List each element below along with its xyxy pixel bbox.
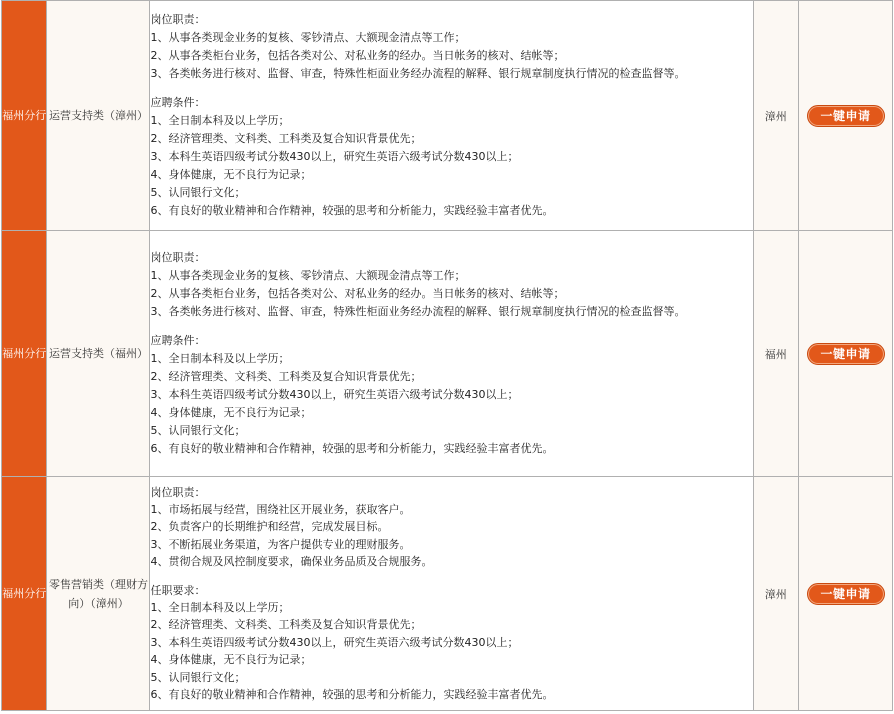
list-item: 2、负责客户的长期维护和经营，完成发展目标。 [150,520,389,534]
section-title: 岗位职责： [150,13,206,26]
list-item: 5、认同银行文化； [150,670,246,684]
category-cell: 零售营销类（理财方向）（漳州） [47,477,150,711]
list-item: 4、贯彻合规及风控制度要求，确保业务品质及合规服务。 [150,555,433,569]
list-item: 5、认同银行文化； [150,186,246,199]
list-item: 4、身体健康，无不良行为记录； [150,406,312,419]
apply-button[interactable]: 一键申请 [807,343,885,365]
list-item: 2、从事各类柜台业务，包括各类对公、对私业务的经办。当日帐务的核对、结帐等； [150,49,565,62]
list-item: 1、全日制本科及以上学历； [150,114,290,127]
list-item: 3、本科生英语四级考试分数430以上，研究生英语六级考试分数430以上； [150,388,519,401]
list-item: 3、各类帐务进行核对、监督、审查，特殊性柜面业务经办流程的解释、银行规章制度执行情况的检查监督等。 [150,305,686,318]
table-row [2,231,893,477]
list-item: 4、身体健康，无不良行为记录； [150,653,312,667]
action-cell [799,1,893,231]
list-item: 3、各类帐务进行核对、监督、审查，特殊性柜面业务经办流程的解释、银行规章制度执行情况的检查监督等。 [150,67,686,80]
list-item: 3、本科生英语四级考试分数430以上，研究生英语六级考试分数430以上； [150,635,519,649]
list-item: 1、市场拓展与经营，围绕社区开展业务，获取客户。 [150,502,411,516]
list-item: 6、有良好的敬业精神和合作精神，较强的思考和分析能力，实践经验丰富者优先。 [150,204,554,217]
location-cell: 漳州 [753,477,798,711]
list-item: 5、认同银行文化； [150,424,246,437]
location-cell: 漳州 [753,1,798,231]
list-item: 2、经济管理类、文科类、工科类及复合知识背景优先； [150,370,422,383]
table-row [2,1,893,231]
branch-cell: 福州分行 [2,477,47,711]
list-item: 6、有良好的敬业精神和合作精神，较强的思考和分析能力，实践经验丰富者优先。 [150,442,554,455]
job-listings-table [1,0,893,711]
section-title: 岗位职责： [150,485,206,499]
list-item: 3、本科生英语四级考试分数430以上，研究生英语六级考试分数430以上； [150,150,519,163]
description-cell [150,477,753,711]
list-item: 2、经济管理类、文科类、工科类及复合知识背景优先； [150,618,422,632]
category-cell: 运营支持类（福州） [47,231,150,477]
list-item: 1、全日制本科及以上学历； [150,601,290,614]
list-item: 4、身体健康，无不良行为记录； [150,168,312,181]
section-title: 任职要求： [150,583,206,597]
list-item: 6、有良好的敬业精神和合作精神，较强的思考和分析能力，实践经验丰富者优先。 [150,688,554,702]
list-item: 1、全日制本科及以上学历； [150,352,290,365]
location-cell: 福州 [753,231,798,477]
list-item: 2、经济管理类、文科类、工科类及复合知识背景优先； [150,132,422,145]
table-row [2,477,893,711]
description-cell [150,1,753,231]
section-title: 岗位职责： [150,251,206,264]
list-item: 2、从事各类柜台业务，包括各类对公、对私业务的经办。当日帐务的核对、结帐等； [150,287,565,300]
action-cell [799,477,893,711]
branch-cell: 福州分行 [2,1,47,231]
list-item: 3、不断拓展业务渠道，为客户提供专业的理财服务。 [150,537,411,551]
list-item: 1、从事各类现金业务的复核、零钞清点、大额现金清点等工作； [150,269,466,282]
list-item: 1、从事各类现金业务的复核、零钞清点、大额现金清点等工作； [150,31,466,44]
branch-cell: 福州分行 [2,231,47,477]
section-title: 应聘条件： [150,96,206,109]
section-title: 应聘条件： [150,334,206,347]
apply-button[interactable]: 一键申请 [807,583,885,605]
category-cell: 运营支持类（漳州） [47,1,150,231]
action-cell [799,231,893,477]
description-cell [150,231,753,477]
apply-button[interactable]: 一键申请 [807,105,885,127]
